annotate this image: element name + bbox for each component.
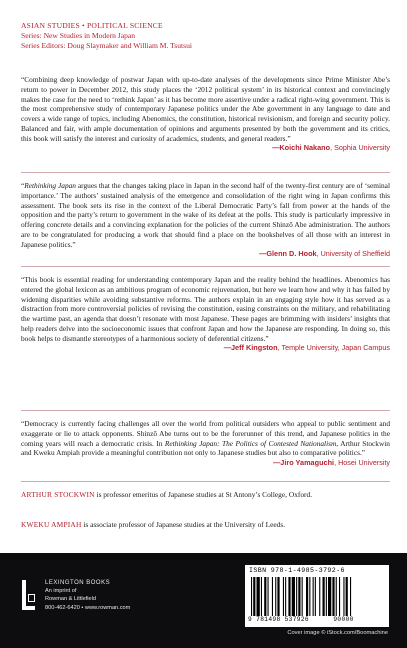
endorser-affiliation: , University of Sheffield xyxy=(316,249,390,259)
author-bio xyxy=(21,520,390,530)
endorsement-quote xyxy=(21,181,390,259)
series-header xyxy=(21,21,321,51)
quote-text xyxy=(21,75,390,143)
quote-attribution xyxy=(21,143,390,153)
cover-image-credit: Cover image © iStock.com/Boomachine xyxy=(287,630,388,636)
endorser-affiliation: , Temple University, Japan Campus xyxy=(277,343,390,353)
publisher-contact: 800-462-6420 • www.rowman.com xyxy=(45,604,131,611)
endorser-name: —Jeff Kingston xyxy=(223,343,278,353)
divider xyxy=(21,172,390,173)
ean-digits: 9 781498 537926 xyxy=(248,616,309,623)
author-bio-text: is associate professor of Japanese studies at the University of Leeds. xyxy=(81,520,286,529)
author-name: ARTHUR STOCKWIN xyxy=(21,490,95,499)
quote-text xyxy=(21,181,390,249)
endorsement-quote xyxy=(21,275,390,353)
endorser-name: —Jiro Yamaguchi xyxy=(272,458,335,467)
author-bio-text: is professor emeritus of Japanese studies at St Antony’s College, Oxford. xyxy=(94,490,313,499)
endorsement-quote xyxy=(21,75,390,153)
subject-category: ASIAN STUDIES • POLITICAL SCIENCE xyxy=(21,21,163,30)
series-title: Series: New Studies in Modern Japan xyxy=(21,31,136,40)
endorser-affiliation: , Sophia University xyxy=(330,143,390,153)
endorser-name: —Glenn D. Hook xyxy=(259,249,317,259)
quote-text xyxy=(21,275,390,343)
barcode-icon xyxy=(251,577,383,616)
publisher-block xyxy=(22,579,162,612)
quote-attribution xyxy=(21,343,390,353)
isbn-label: ISBN 978-1-4985-3792-6 xyxy=(249,567,345,574)
publisher-info xyxy=(45,579,130,612)
barcode-digits xyxy=(248,616,354,623)
book-title-italic: Rethinking Japan: The Politics of Contested Nationalism xyxy=(164,438,337,448)
publisher-name: LEXINGTON BOOKS xyxy=(45,580,111,586)
barcode-panel xyxy=(245,565,389,627)
quote-attribution xyxy=(21,458,390,468)
endorser-name: —Koichi Nakano xyxy=(272,143,331,153)
publisher-parent: Rowman & Littlefield xyxy=(45,596,96,603)
divider xyxy=(21,481,390,482)
quote-text xyxy=(21,419,390,457)
quote-segment: , Arthur Stockwin and Kweku Ampiah provide a meaningful contribution not only to Japanese studies but also to comparative politics.” xyxy=(21,438,390,458)
quote-attribution xyxy=(21,249,390,259)
price-code: 90000 xyxy=(333,616,354,623)
quote-segment: “ xyxy=(21,181,25,190)
author-bio xyxy=(21,490,390,500)
series-editors: Series Editors: Doug Slaymaker and William M. Tsutsui xyxy=(21,41,192,50)
endorsement-quote xyxy=(21,419,390,468)
divider xyxy=(21,410,390,411)
quote-segment: “Combining deep knowledge of postwar Japan with up-to-date analyses of the developments since Prime Minister Abe’s return to power in December 2012, this study places the ‘2012 political system’ in its historical context and convincingly makes the case for the need to ‘rethink Japan’ as it has become more assertive under a radical right-wing government. This is the most comprehensive study of contemporary Japanese politics under the Abe government in any language to date and covers a wide range of topics, including Abenomics, the constitution, historical revisionism, and foreign and security policy. Balanced and fair, with ample documentation of opinions and arguments presented by both the government and its critics, this book will satisfy the interest and curiosity of academics, students, and general readers.” xyxy=(21,75,390,143)
publisher-imprint-line: An imprint of xyxy=(45,588,77,595)
divider xyxy=(21,266,390,267)
author-name: KWEKU AMPIAH xyxy=(21,520,82,529)
quote-segment: argues that the changes taking place in Japan in the second half of the twenty-first century are of ‘seminal importance.’ The authors’ sustained analysis of the emergence and consolidation of the right wing in Japan confirms this assessment. The book sets its rise in the context of the Liberal Democratic Party’s fall from power at the hands of the opposition and the party’s return to government in the wake of its defeat at the polls. This study is particularly impressive in offering concrete details and a convincing explanation for the policies of the current Shinzō Abe administration. The authors are to be congratulated for producing a work that should find a place on the bookshelves of all those with an interest in Japanese politics.” xyxy=(21,181,390,249)
quote-segment: “Democracy is currently facing challenges all over the world from political outsiders who appeal to public sentiment and exaggerate or lie to attack opponents. Shinzō Abe turns out to be the forerunner of this trend, and Japanese politics in the coming years will reach a democratic crisis. In xyxy=(21,419,390,448)
endorser-affiliation: , Hosei University xyxy=(334,458,390,467)
quote-segment: “This book is essential reading for understanding contemporary Japan and the reality behind the headlines. Abenomics has entered the global lexicon as an ambitious program of economic rejuvenation, but here we learn how and why it has failed by widening disparities while avoiding substantive reforms. The authors explain in an engaging style how it has served as a distraction from more controversial policies of revising the constitution, easing constraints on the military, and rehabilitating the wartime past, an agenda that doesn’t resonate with most Japanese. These pages are brimming with insiders’ insights that help readers delve into the socioeconomic issues that confront Japan and how the Japanese are responding. In doing so, this book helps to dismantle stereotypes of a harmonious society of deferential citizens.” xyxy=(21,275,390,343)
book-title-italic: Rethinking Japan xyxy=(24,181,76,190)
lexington-logo-icon xyxy=(22,580,36,610)
